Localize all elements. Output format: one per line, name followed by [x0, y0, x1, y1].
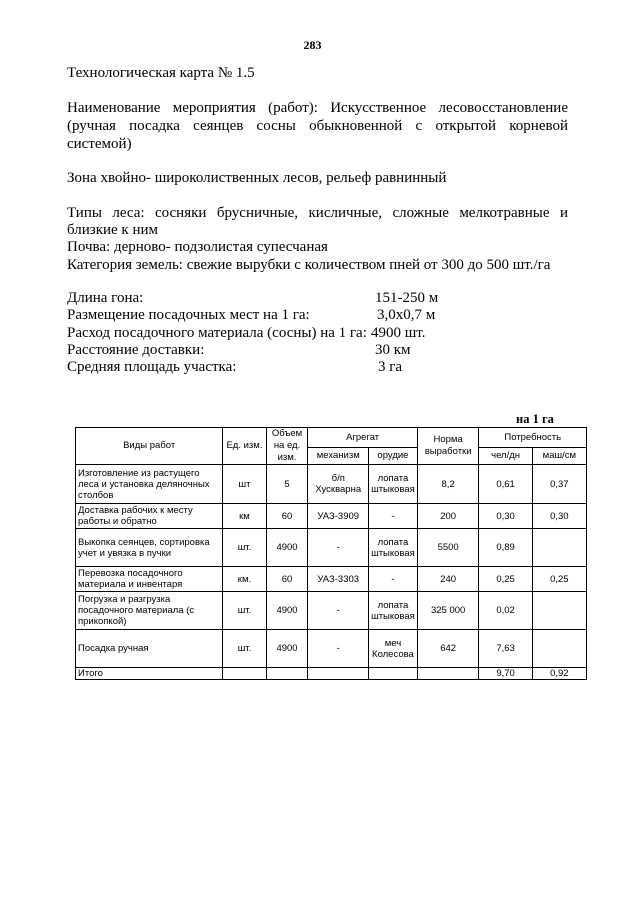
cell-norm: 642: [417, 630, 479, 668]
cell-volume: 4900: [266, 592, 308, 630]
header-work-types: Виды работ: [76, 428, 223, 465]
table-row: [76, 592, 587, 630]
cell-volume: 60: [266, 504, 308, 529]
total-row: [76, 668, 587, 680]
cell-machine-shifts: 0,37: [532, 465, 586, 504]
total-person-days: 9,70: [479, 668, 532, 680]
cell-machine-shifts: [532, 529, 586, 567]
cell-person-days: 0,25: [479, 567, 532, 592]
cell-unit: шт: [223, 465, 266, 504]
param-value: 3 га: [378, 359, 403, 375]
cell-machine-shifts: [532, 630, 586, 668]
cell-machine-shifts: 0,25: [532, 567, 586, 592]
cell-machine-shifts: [532, 592, 586, 630]
cell-norm: 240: [417, 567, 479, 592]
param-value: 151-250 м: [375, 290, 439, 306]
header-tool: орудие: [369, 448, 418, 465]
work-norms-table: [75, 427, 587, 680]
card-title: Технологическая карта № 1.5: [67, 65, 255, 81]
cell-mechanism: -: [308, 630, 369, 668]
header-unit: Ед. изм.: [223, 428, 266, 465]
forest-types-line-1: Типы леса: сосняки брусничные, кисличные, сложные мелкотравные и: [67, 205, 568, 221]
table-row: [76, 465, 587, 504]
cell-tool: лопата штыковая: [369, 465, 418, 504]
cell-person-days: 0,02: [479, 592, 532, 630]
cell-person-days: 0,61: [479, 465, 532, 504]
header-machine-shifts: маш/см: [532, 448, 586, 465]
cell-norm: 200: [417, 504, 479, 529]
zone-text: Зона хвойно- широколиственных лесов, рельеф равнинный: [67, 170, 447, 186]
total-machine-shifts: 0,92: [532, 668, 586, 680]
table-row: [76, 567, 587, 592]
cell-tool: -: [369, 504, 418, 529]
cell-unit: шт.: [223, 592, 266, 630]
cell-volume: 5: [266, 465, 308, 504]
cell-work: Доставка рабочих к месту работы и обратно: [76, 504, 223, 529]
cell-norm: 5500: [417, 529, 479, 567]
cell-person-days: 7,63: [479, 630, 532, 668]
param-value: 3,0x0,7 м: [377, 307, 436, 323]
param-label: Расстояние доставки:: [67, 342, 205, 358]
cell-unit: шт.: [223, 529, 266, 567]
cell-tool: лопата штыковая: [369, 592, 418, 630]
header-mechanism: механизм: [308, 448, 369, 465]
cell-unit: км.: [223, 567, 266, 592]
param-label: Средняя площадь участка:: [67, 359, 237, 375]
table-row: [76, 630, 587, 668]
header-aggregate: Агрегат: [308, 428, 417, 448]
cell-work: Изготовление из растущего леса и установка деляночных столбов: [76, 465, 223, 504]
forest-types-line-2: близкие к ним: [67, 222, 159, 238]
cell-person-days: 0,30: [479, 504, 532, 529]
table-row: [76, 529, 587, 567]
activity-line-3: системой): [67, 136, 132, 152]
table-row: [76, 504, 587, 529]
cell-work: Посадка ручная: [76, 630, 223, 668]
cell-norm: 325 000: [417, 592, 479, 630]
param-value: 30 км: [375, 342, 411, 358]
param-value: 4900 шт.: [371, 325, 426, 341]
cell-mechanism: -: [308, 529, 369, 567]
total-label: Итого: [76, 668, 223, 680]
cell-person-days: 0,89: [479, 529, 532, 567]
header-norm: Норма выработки: [417, 428, 479, 465]
page-number: 283: [303, 38, 322, 52]
cell-tool: лопата штыковая: [369, 529, 418, 567]
cell-tool: -: [369, 567, 418, 592]
cell-mechanism: УАЗ-3303: [308, 567, 369, 592]
cell-tool: меч Колесова: [369, 630, 418, 668]
cell-work: Погрузка и разгрузка посадочного материала (с прикопкой): [76, 592, 223, 630]
param-label: Расход посадочного материала (сосны) на 1 га:: [67, 325, 367, 341]
unit-note: на 1 га: [516, 412, 554, 426]
cell-mechanism: -: [308, 592, 369, 630]
cell-mechanism: УАЗ-3909: [308, 504, 369, 529]
header-need: Потребность: [479, 428, 587, 448]
cell-volume: 4900: [266, 630, 308, 668]
header-person-days: чел/дн: [479, 448, 532, 465]
activity-line-2: (ручная посадка сеянцев сосны обыкновенной с открытой корневой: [67, 118, 568, 134]
cell-unit: шт.: [223, 630, 266, 668]
cell-volume: 60: [266, 567, 308, 592]
cell-work: Перевозка посадочного материала и инвентаря: [76, 567, 223, 592]
soil-text: Почва: дерново- подзолистая супесчаная: [67, 239, 328, 255]
land-category-text: Категория земель: свежие вырубки с количеством пней от 300 до 500 шт./га: [67, 257, 551, 273]
param-label: Длина гона:: [67, 290, 144, 306]
cell-volume: 4900: [266, 529, 308, 567]
cell-work: Выкопка сеянцев, сортировка учет и увязка в пучки: [76, 529, 223, 567]
header-volume: Объем на ед. изм.: [266, 428, 308, 465]
cell-machine-shifts: 0,30: [532, 504, 586, 529]
activity-line-1: Наименование мероприятия (работ): Искусственное лесовосстановление: [67, 100, 568, 116]
cell-unit: км: [223, 504, 266, 529]
cell-mechanism: б/п Хускварна: [308, 465, 369, 504]
cell-norm: 8,2: [417, 465, 479, 504]
param-label: Размещение посадочных мест на 1 га:: [67, 307, 310, 323]
